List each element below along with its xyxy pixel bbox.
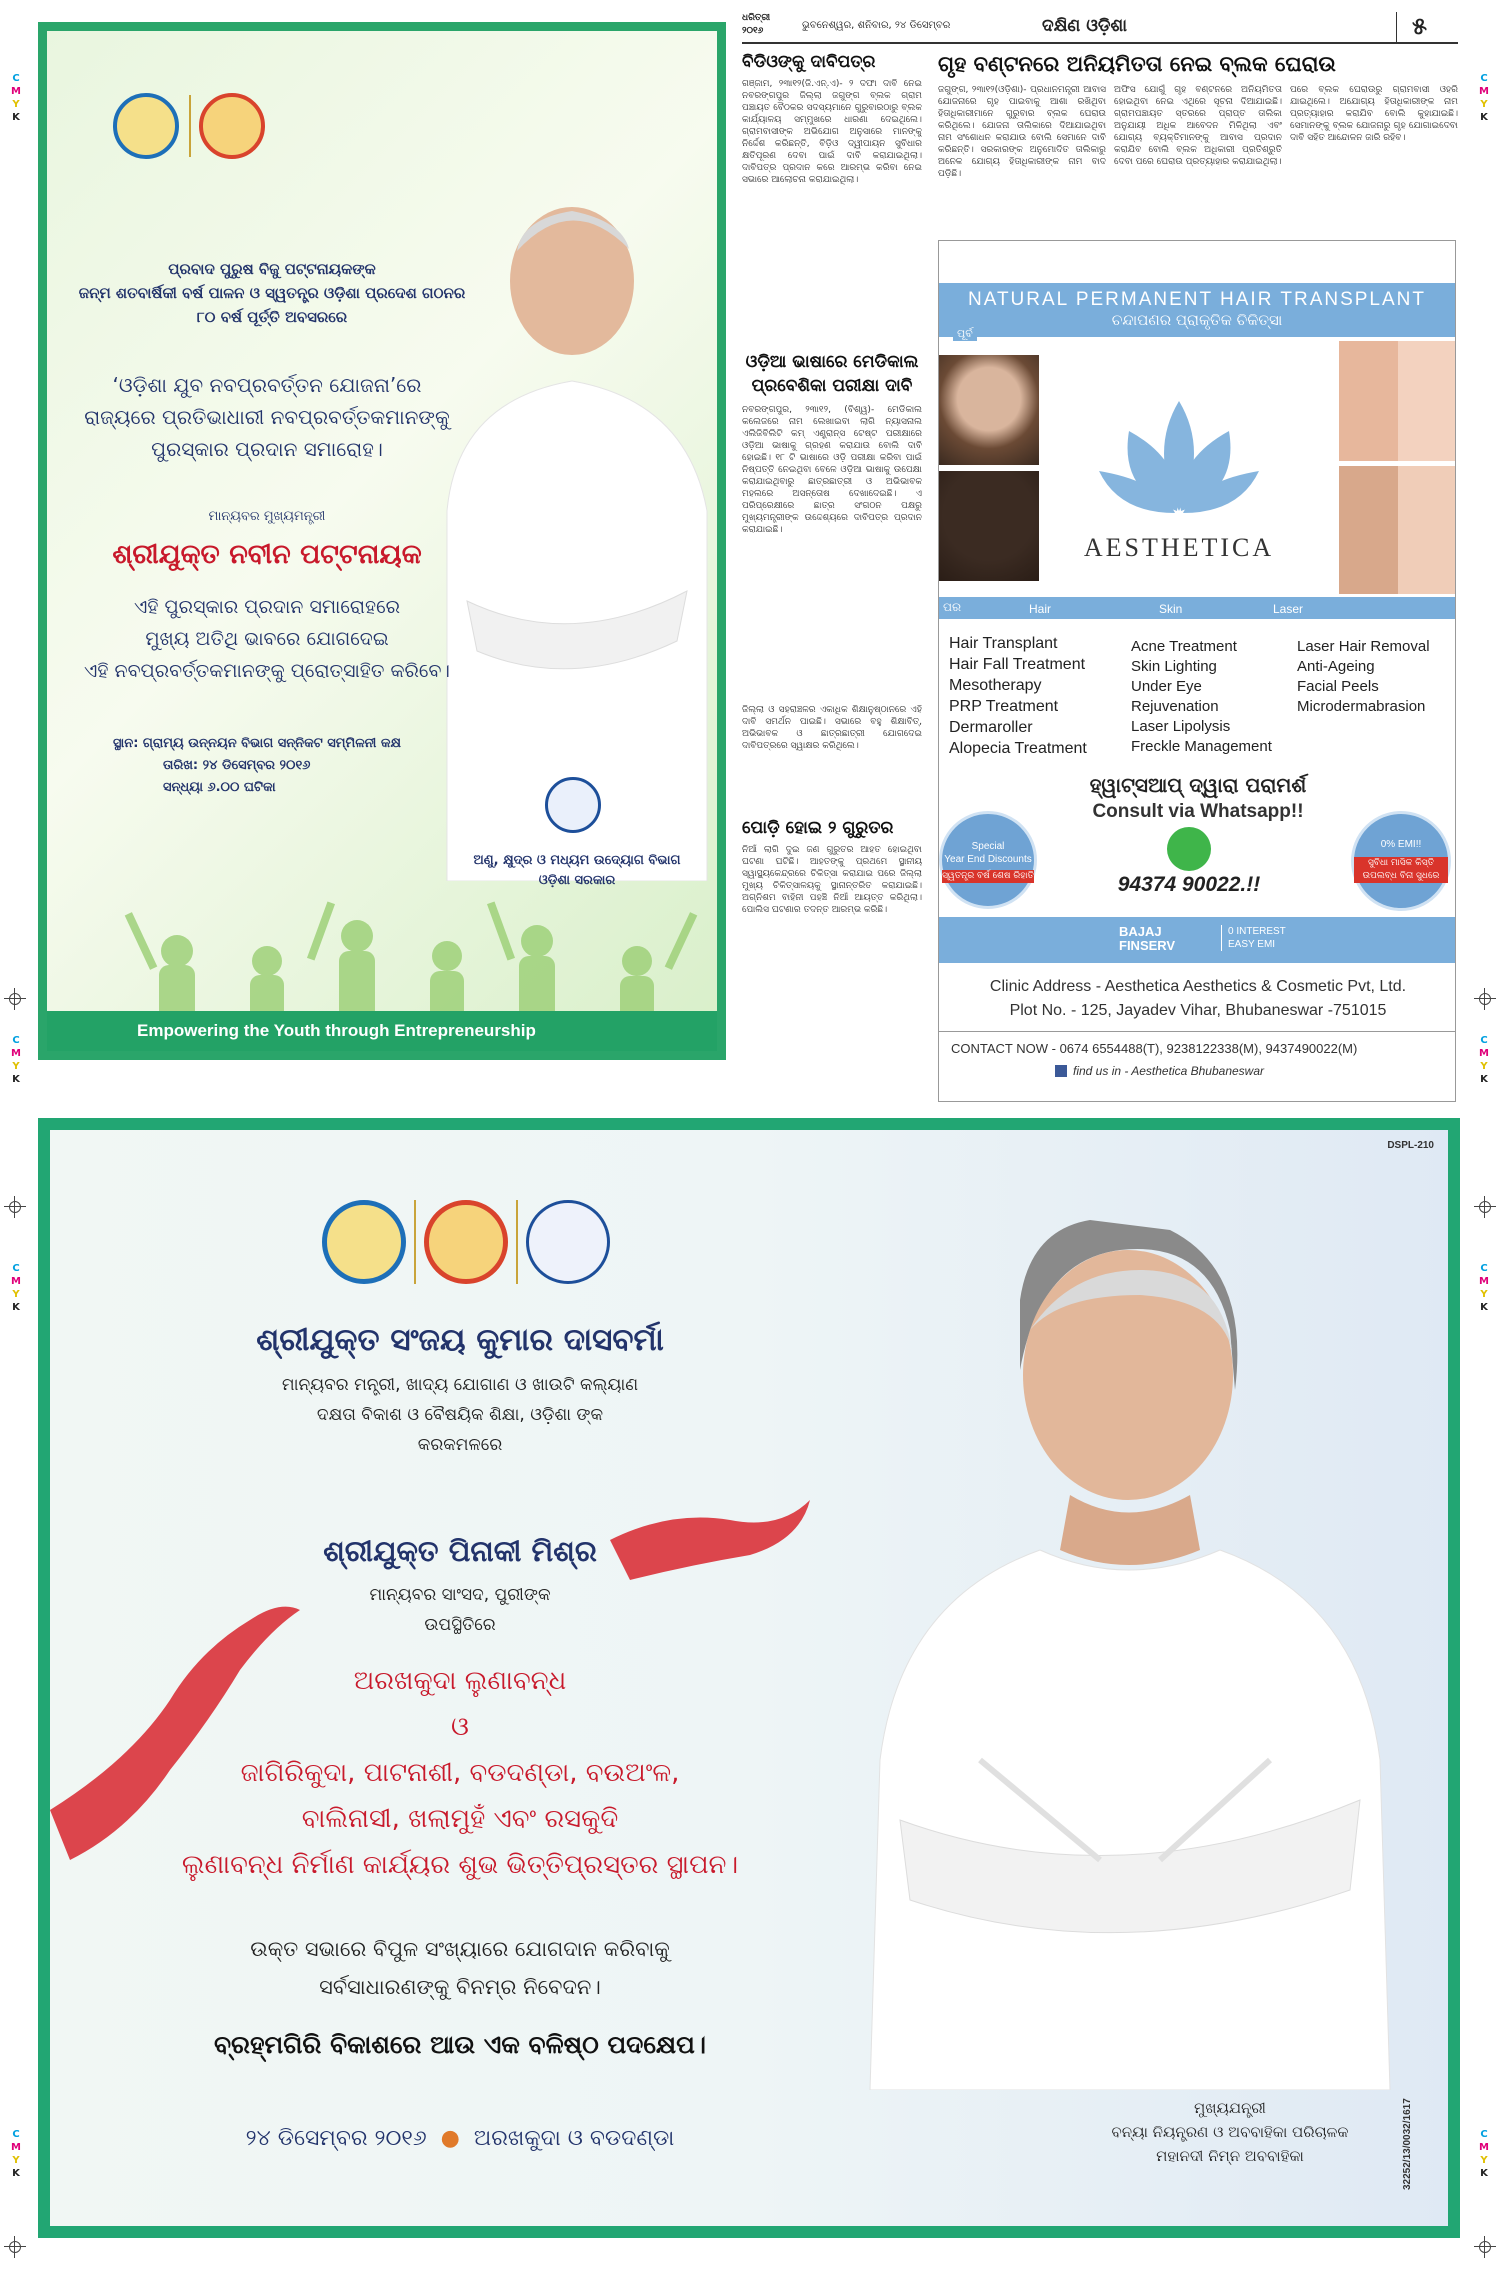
logo-divider	[516, 1200, 518, 1284]
face-before-after-photo-1	[1339, 341, 1456, 461]
brand-name: AESTHETICA	[1083, 533, 1275, 562]
consult-english: Consult via Whatsapp!!	[1092, 801, 1304, 822]
article-medical-exam: ନବରଙ୍ଗପୁର, ୨୩ା୧୨, (ବିଶ୍ୱ)- ମେଡିକାଲ କଲେଜରେ ନାମ ଲେଖାଇବା ଲାଗି ନ୍ୟାସନାଲ ଏଲିଜିବିଲିଟି କମ୍ ଏଣ୍ଟ୍ରାନ୍ସ ଟେଷ୍ଟ ପରୀକ୍ଷାରେ ଓଡ଼ିଆ ଭାଷାକୁ ଗ୍ରହଣ କରାଯାଉ ବୋଲି ଦାବି ହୋଇଛି। ୧୮ ଟି ଭାଷାରେ ଓଡ଼ି ପରୀକ୍ଷା କରିବା ପାଇଁ ନିଷ୍ପତ୍ତି ନେଇଥିବା ବେଳେ ଓଡ଼ିଆ ଭାଷାକୁ ଉପେକ୍ଷା କରାଯାଇଥିବାରୁ ଛାତ୍ରଛାତ୍ରୀ ଓ ଅଭିଭାବକ ମହଲରେ ଅସନ୍ତୋଷ ଦେଖାଦେଇଛି। ଏ ପରିପ୍ରେକ୍ଷୀରେ ଛାତ୍ର ସଂଗଠନ ପକ୍ଷରୁ ମୁଖ୍ୟମନ୍ତ୍ରୀଙ୍କ ଉଦ୍ଦେଶ୍ୟରେ ଦାବିପତ୍ର ପ୍ରଦାନ କରାଯାଇଛି।	[742, 405, 922, 535]
service-item: Laser Hair Removal	[1297, 638, 1430, 655]
headline-block-gherao: ଗୃହ ବଣ୍ଟନରେ ଅନିୟମିତତା ନେଇ ବ୍ଲକ ଘେରାଉ	[938, 52, 1336, 76]
mp-name: ଶ୍ରୀଯୁକ୍ତ ପିନାକୀ ମିଶ୍ର	[323, 1534, 597, 1568]
article-fire: ନିଆଁ ଲାଗି ଦୁଇ ଜଣ ଗୁରୁତର ଆହତ ହୋଇଥିବା ଘଟଣା ଘଟିଛି। ଆହତଙ୍କୁ ପ୍ରଥମେ ସ୍ଥାନୀୟ ସ୍ୱାସ୍ଥ୍ୟକେନ୍ଦ୍ରରେ ଚିକିତ୍ସା କରାଯାଇ ପରେ ଜିଲ୍ଲା ମୁଖ୍ୟ ଚିକିତ୍ସାଳୟକୁ ସ୍ଥାନାନ୍ତରିତ କରାଯାଇଛି। ଅଗ୍ନିଶମ ବାହିନୀ ପହଞ୍ଚି ନିଆଁ ଆୟତ୍ତ କରିଥିଲା। ପୋଲିସ ଘଟଣାର ତଦନ୍ତ ଆରମ୍ଭ କରିଛି।	[742, 845, 922, 915]
cmyk-marks: C M Y K	[1479, 2129, 1489, 2179]
zero-emi-badge: 0% EMI!! ସୁବିଧା ମାସିକ କିସ୍ତି ଉପଲବ୍ଧ ବିନା ସୁଧରେ	[1351, 811, 1451, 911]
biju-centenary-logo	[322, 1200, 406, 1284]
event-place: ଅରଖକୁଦା ଓ ବଡଦଣ୍ଡା	[473, 2126, 675, 2151]
whatsapp-icon	[1167, 827, 1211, 871]
issuer-signature: ମୁଖ୍ୟଯନ୍ତ୍ରୀ ବନ୍ୟା ନିୟନ୍ତ୍ରଣ ଓ ଅବବାହିକା ପରିଚାଳକ ମହାନଦୀ ନିମ୍ନ ଅବବାହିକା	[1111, 2099, 1349, 2165]
service-item: Skin Lighting	[1131, 658, 1217, 675]
appeal-text: ଉକ୍ତ ସଭାରେ ବିପୁଳ ସଂଖ୍ୟାରେ ଯୋଗଦାନ କରିବାକୁ ସର୍ବସାଧାରଣଙ୍କୁ ବିନମ୍ର ନିବେଦନ।	[250, 1937, 670, 1999]
page-number: ୫	[1412, 12, 1427, 40]
bajaj-finserv-logo: BAJAJ FINSERV	[1119, 924, 1176, 953]
service-item: Under Eye	[1131, 678, 1202, 695]
cmyk-marks: C M Y K	[11, 2129, 21, 2179]
registration-mark	[4, 1196, 26, 1218]
section-title: ଦକ୍ଷିଣ ଓଡ଼ିଶା	[1042, 16, 1128, 36]
vertical-code: 32252/13/0032/1617	[1402, 2098, 1413, 2190]
banner-english: NATURAL PERMANENT HAIR TRANSPLANT	[967, 289, 1427, 310]
after-label: ପର	[943, 600, 962, 614]
article-gherao-col3: ପରେ ବ୍ଲକ ଘେରାଉରୁ ଗ୍ରାମବାସୀ ଓହରି ଯାଇଥିଲେ। ଅଯୋଗ୍ୟ ହିତାଧିକାରୀଙ୍କ ନାମ ପ୍ରତ୍ୟାହାର କରାଯିବ ବୋଲି କୁହାଯାଇଛି। ସେମାନଙ୍କୁ ବ୍ଲକ ଯୋଜନାରୁ ଗୃହ ଯୋଗାଇଦେବା ଦାବି ସହିତ ଆନ୍ଦୋଳନ ଜାରି ରହିବ।	[1290, 85, 1458, 143]
registration-mark	[1474, 2236, 1496, 2258]
cmyk-marks: C M Y K	[1479, 1035, 1489, 1085]
registration-mark	[1474, 1196, 1496, 1218]
registration-mark	[4, 988, 26, 1010]
logo-divider	[414, 1200, 416, 1284]
whatsapp-number: 94374 90022.!!	[1117, 873, 1261, 896]
event-details	[113, 733, 513, 799]
ad-code: DSPL-210	[1387, 1140, 1434, 1151]
hair-services-list	[949, 633, 1129, 759]
ad-banner	[939, 283, 1455, 337]
service-item: Hair Transplant	[949, 635, 1058, 652]
article-medical-exam-cont: ଜିଲ୍ଲା ଓ ସହରାଞ୍ଚଳର ଏକାଧିକ ଶିକ୍ଷାନୁଷ୍ଠାନରେ ଏହି ଦାବି ସମର୍ଥନ ପାଇଛି। ସଭାରେ ବହୁ ଶିକ୍ଷାବିତ୍, ଅଭିଭାବକ ଓ ଛାତ୍ରଛାତ୍ରୀ ଯୋଗଦେଇ ଦାବିପତ୍ରରେ ସ୍ୱାକ୍ଷର କରିଥିଲେ।	[742, 705, 922, 751]
cm-title: ମାନ୍ୟବର ମୁଖ୍ୟମନ୍ତ୍ରୀ	[208, 509, 326, 524]
minister-role: ମାନ୍ୟବର ମନ୍ତ୍ରୀ, ଖାଦ୍ୟ ଯୋଗାଣ ଓ ଖାଉଟି କଲ୍ୟାଣ ଦକ୍ଷତା ବିକାଶ ଓ ବୈଷୟିକ ଶିକ୍ଷା, ଓଡ଼ିଶା ଙ୍କ କରକମଳରେ	[281, 1375, 639, 1455]
service-item: Laser Lipolysis	[1131, 718, 1231, 735]
logo-divider	[189, 95, 191, 157]
cm-name: ଶ୍ରୀଯୁକ୍ତ ନବୀନ ପଟ୍ଟନାୟକ	[112, 539, 422, 570]
service-item: Acne Treatment	[1131, 638, 1237, 655]
service-item: PRP Treatment	[949, 698, 1059, 715]
article-gherao-col1: ଜଗୁଙ୍ଗ, ୨୩ା୧୨(ଓଡ଼ିଶା)- ପ୍ରଧାନମନ୍ତ୍ରୀ ଆବାସ ଯୋଜନାରେ ଗୃହ ପାଇବାକୁ ଆଶା ରଖିଥିବା ହିତାଧିକାରୀମାନେ ଗୁରୁବାର ବ୍ଲକ ଘେରାଉ କରିଥିଲେ। ଯୋଜନା ତାଲିକାରେ ଦିଆଯାଇଥିବା ନାମ ସଂଶୋଧନ କରାଯାଉ ବୋଲି ସେମାନେ ଦାବି କରିଛନ୍ତି। ସରକାରଙ୍କ ଅନୁମୋଦିତ ତାଲିକାରୁ ଅନେକ ଯୋଗ୍ୟ ହିତାଧିକାରୀଙ୍କ ନାମ ବାଦ ପଡ଼ିଛି।	[938, 85, 1106, 179]
service-item: Hair Fall Treatment	[949, 656, 1086, 673]
before-label: ପୂର୍ବ	[953, 327, 977, 341]
hair-before-photo	[939, 355, 1039, 465]
mp-role: ମାନ୍ୟବର ସାଂସଦ, ପୁରୀଙ୍କ ଉପସ୍ଥିତିରେ	[369, 1585, 551, 1635]
foundation-text: ଅରଖକୁଦା ଲୁଣାବନ୍ଧ ଓ ଜାଗିରିକୁଦା, ପାଟନାଶୀ, ବଡଦଣ୍ଡା, ବଉଅଂଳ, ବାଲିନାସୀ, ଖଲାମୁହଁ ଏବଂ ରସକୁଦି ଲୁଣାବନ୍ଧ ନିର୍ମାଣ କାର୍ଯ୍ୟର ଶୁଭ ଭିତ୍ତିପ୍ରସ୍ତର ସ୍ଥାପନ।	[181, 1666, 739, 1880]
service-item: Anti-Ageing	[1297, 658, 1375, 675]
laser-services-list	[1297, 637, 1456, 717]
service-item: Alopecia Treatment	[949, 740, 1087, 757]
aesthetica-lotus-logo	[1089, 381, 1269, 531]
headline-medical-exam: ଓଡ଼ିଆ ଭାଷାରେ ମେଡିକାଲ ପ୍ରବେଶିକା ପରୀକ୍ଷା ଦାବି	[745, 352, 919, 396]
facebook-page: find us in - Aesthetica Bhubaneswar	[1073, 1064, 1264, 1078]
folio-divider	[1396, 12, 1397, 42]
cmyk-marks: C M Y K	[11, 73, 21, 123]
department-credit: ଅଣୁ, କ୍ଷୁଦ୍ର ଓ ମଧ୍ୟମ ଉଦ୍ୟୋଗ ବିଭାଗ ଓଡ଼ିଶା ସରକାର	[473, 853, 681, 888]
skin-services-list	[1131, 637, 1301, 757]
headline-bdo: ବିଡିଓଙ୍କୁ ଦାବିପତ୍ର	[742, 52, 876, 72]
folio-date: ଭୁବନେଶ୍ୱର, ଶନିବାର, ୨୪ ଡିସେମ୍ବର	[802, 20, 951, 31]
address-divider	[939, 1031, 1456, 1032]
interest-text: 0 INTEREST EASY EMI	[1221, 925, 1286, 951]
contact-numbers: CONTACT NOW - 0674 6554488(T), 9238122338(M), 9437490022(M)	[951, 1041, 1358, 1056]
odisha-govt-emblem	[526, 1200, 610, 1284]
finance-bar	[939, 917, 1455, 963]
minister-name: ଶ୍ରୀଯୁକ୍ତ ସଂଜୟ କୁମାର ଦାସବର୍ମା	[256, 1322, 664, 1358]
odisha-80-years-logo	[424, 1200, 508, 1284]
registration-mark	[4, 2236, 26, 2258]
year-end-discount-badge: Special Year End Discounts ସ୍ୱତନ୍ତ୍ର ବର୍ଷ ଶେଷ ରିହାତି	[939, 811, 1037, 909]
service-item: Mesotherapy	[949, 677, 1042, 694]
date-place: ୨୪ ଡିସେମ୍ବର ୨୦୧୬ ● ଅରଖକୁଦା ଓ ବଡଦଣ୍ଡା	[245, 2126, 675, 2151]
banner-odia: ଚନ୍ଦାପଣର ପ୍ରାକୃତିକ ଚିକିତ୍ସା	[1111, 311, 1283, 329]
red-ribbon-right	[610, 1500, 820, 1600]
category-laser: Laser	[1273, 602, 1304, 616]
folio-bar	[742, 12, 1458, 44]
cmyk-marks: C M Y K	[11, 1263, 21, 1313]
clinic-address: Clinic Address - Aesthetica Aesthetics & Cosmetic Pvt, Ltd. Plot No. - 125, Jayadev Vihar, Bhubaneswar -751015	[989, 978, 1407, 1019]
odisha-govt-emblem	[545, 777, 601, 833]
article-bdo: ଗଞ୍ଜାମ, ୨୩ା୧୨(ଜି.ଏନ୍.ଏ)- ୨ ଦଫା ଦାବି ନେଇ ନବରଙ୍ଗପୁର ଜିଲ୍ଲା ଜଗୁଙ୍ଗ ବ୍ଲକ ଗ୍ରାମ ପଞ୍ଚାୟତ ବୈଠକର ସଦସ୍ୟମାନେ ଗୁରୁବାରଠାରୁ ବ୍ଲକ କାର୍ଯ୍ୟାଳୟ ସମ୍ମୁଖରେ ଧାରଣା ଦେଇଥିଲେ। ଗ୍ରାମବାସୀଙ୍କ ଅଭିଯୋଗ ଅନୁସାରେ ମାନଙ୍କୁ ନିର୍ଦ୍ଦେଶ କରିଛନ୍ତି, ବିଡ଼ିଓ ଦ୍ୱୀପାୟନ ସୁବିଧାର କ୍ଷତିପୂରଣ ଦେବା ପାଇଁ ଦାବି କରାଯାଇଥିଲା। ଦାବିପତ୍ର ପ୍ରଦାନ କରେ ଆରମ୍ଭ କରିବା ନେଇ ସଭାରେ ଆଲୋଚନା କରାଯାଇଥିଲା।	[742, 79, 922, 185]
category-hair: Hair	[1029, 602, 1052, 616]
odisha-80-years-logo	[199, 93, 265, 159]
cmyk-marks: C M Y K	[1479, 1263, 1489, 1313]
service-item: Rejuvenation	[1131, 698, 1219, 715]
embankment-foundation-advertisement	[38, 1118, 1460, 2238]
youth-innovation-advertisement	[38, 22, 726, 1060]
invitation-text: ଏହି ପୁରସ୍କାର ପ୍ରଦାନ ସମାରୋହରେ ମୁଖ୍ୟ ଅତିଥି ଭାବରେ ଯୋଗଦେଇ ଏହି ନବପ୍ରବର୍ତ୍ତକମାନଙ୍କୁ ପ୍ରୋତ୍ସାହିତ କରିବେ।	[84, 596, 450, 682]
consult-odia: ହ୍ୱାଟ୍ସଆପ୍ ଦ୍ୱାରା ପରାମର୍ଶ	[1089, 773, 1307, 797]
registration-mark	[1474, 988, 1496, 1010]
event-time: ସନ୍ଧ୍ୟା ୬.୦୦ ଘଟିକା	[163, 780, 276, 795]
category-skin: Skin	[1159, 602, 1183, 616]
service-item: Microdermabrasion	[1297, 698, 1426, 715]
venue: ସ୍ଥାନ: ଗ୍ରାମ୍ୟ ଉନ୍ନୟନ ବିଭାଗ ସନ୍ନିକଟ ସମ୍ମିଳନୀ କକ୍ଷ	[113, 736, 402, 751]
service-item: Facial Peels	[1297, 678, 1379, 695]
facebook-icon	[1055, 1065, 1067, 1077]
service-item: Dermaroller	[949, 719, 1033, 736]
chief-minister-photo	[840, 1200, 1400, 2090]
biju-centenary-logo	[113, 93, 179, 159]
occasion-text: ପ୍ରବାଦ ପୁରୁଷ ବିଜୁ ପଟ୍ଟନାୟକଙ୍କ ଜନ୍ମ ଶତବାର୍ଷିକୀ ବର୍ଷ ପାଳନ ଓ ସ୍ୱତନ୍ତ୍ର ଓଡ଼ିଶା ପ୍ରଦେଶ ଗଠନର ୮୦ ବର୍ଷ ପୂର୍ତ୍ତି ଅବସରରେ	[78, 260, 466, 326]
folio-left: ଧରିତ୍ରୀ ୨୦୧୬	[742, 13, 771, 36]
headline-fire: ପୋଡ଼ି ହୋଇ ୨ ଗୁରୁତର	[742, 818, 894, 838]
category-bar	[939, 597, 1455, 619]
ad-footer: Empowering the Youth through Entrepreneurship	[47, 1011, 717, 1051]
scheme-text: ‘ଓଡ଼ିଶା ଯୁବ ନବପ୍ରବର୍ତ୍ତନ ଯୋଜନା’ରେ ରାଜ୍ୟରେ ପ୍ରତିଭାଧାରୀ ନବପ୍ରବର୍ତ୍ତକମାନଙ୍କୁ ପୁରସ୍କାର ପ୍ରଦାନ ସମାରୋହ।	[84, 373, 450, 461]
service-item: Freckle Management	[1131, 738, 1272, 755]
cmyk-marks: C M Y K	[11, 1035, 21, 1085]
hair-after-photo	[939, 471, 1039, 581]
tagline: ବ୍ରହ୍ମଗିରି ବିକାଶରେ ଆଉ ଏକ ବଳିଷ୍ଠ ପଦକ୍ଷେପ।	[213, 2030, 707, 2059]
aesthetica-advertisement	[938, 240, 1456, 1102]
article-gherao-col2: ଅଫିସ ଯୋଗୁଁ ଗୃହ ବଣ୍ଟନରେ ଅନିୟମିତତା ହୋଇଥିବା ନେଇ ଏଥିରେ ସୂଚନା ଦିଆଯାଇଛି। ଗ୍ରାମପଞ୍ଚାୟତ ସ୍ତରରେ ପ୍ରାପ୍ତ ତାଲିକା ଅନୁଯାୟୀ ଅଧିକ ଆବେଦନ ମିଳିଥିଲା ଏବଂ ଯୋଗ୍ୟ ବ୍ୟକ୍ତିମାନଙ୍କୁ ଆବାସ ପ୍ରଦାନ କରାଯିବ ବୋଲି ବ୍ଲକ ଅଧିକାରୀ ପ୍ରତିଶ୍ରୁତି ଦେବା ପରେ ଘେରାଉ ପ୍ରତ୍ୟାହାର କରାଯାଇଥିଲା।	[1114, 85, 1282, 167]
cmyk-marks: C M Y K	[1479, 73, 1489, 123]
face-before-after-photo-2	[1339, 466, 1456, 594]
event-date: ତାରିଖ: ୨୪ ଡିସେମ୍ବର ୨୦୧୬	[163, 758, 311, 773]
event-date: ୨୪ ଡିସେମ୍ବର ୨୦୧୬	[245, 2126, 427, 2151]
